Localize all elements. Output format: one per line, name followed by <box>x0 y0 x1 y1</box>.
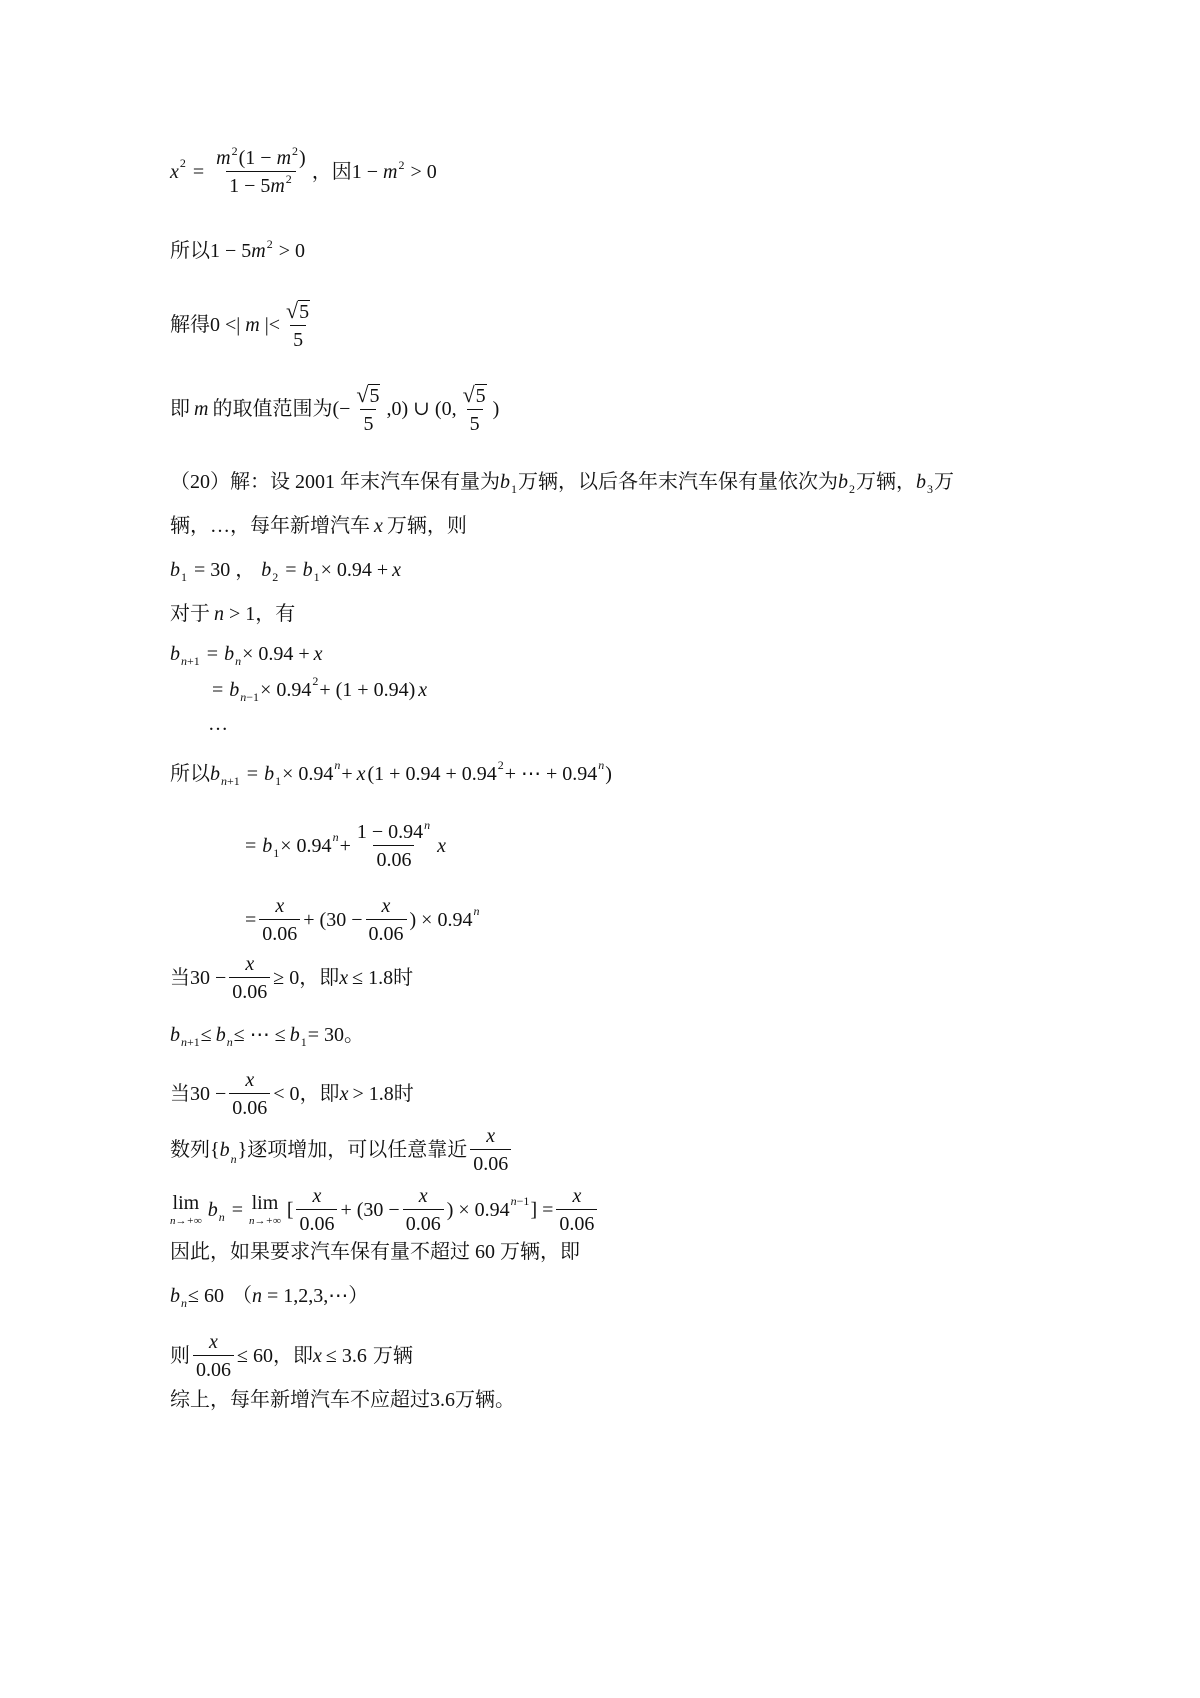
equation-bn-1: = b n−1 × 0.94 2 + (1 + 0.94) x <box>212 674 428 704</box>
fraction: $\frac{x}{0.06}$ <box>470 1126 511 1174</box>
case-2-line: 当 30 − $\frac{x}{0.06}$ < 0 ，即 x > 1.8 时 <box>170 1069 414 1119</box>
problem-20-line: （20）解： 设 2001 年末汽车保有量为 b 1 万辆，以后各年末汽车保有量依次为 b 2 万辆， b 3 万 <box>170 471 954 496</box>
fraction: √ 5 5 <box>356 382 380 435</box>
time-text: 时 <box>393 1083 414 1105</box>
conclusion-line: 综上，每年新增汽车不应超过 3.6 万辆。 <box>170 1389 515 1411</box>
sequence-text: 逐项增加，可以任意靠近 <box>247 1139 468 1161</box>
equation-closed-form: = $\frac{x}{0.06}$ + (30 − $\frac{x}{0.06}$ ) × 0.94 n <box>245 895 480 945</box>
inequality-chain: b n+1 ≤ b n ≤ ⋯ ≤ b 1 = 30 。 <box>170 1024 364 1049</box>
problem-text: 万辆，则 <box>386 515 467 537</box>
for-text: 对于 <box>170 603 210 625</box>
ellipsis-line <box>208 714 228 734</box>
when-text: 当 <box>170 967 190 989</box>
fraction: $\frac{1 - 0.94^n}{0.06}$ <box>356 818 431 871</box>
fraction: $\frac{x}{0.06}$ <box>229 1070 270 1118</box>
sequence-text: 数列 <box>170 1139 210 1161</box>
fraction: $\frac{x}{0.06}$ <box>296 1186 337 1234</box>
range-line: 即 m 的取值范围为 (− √ 5 5 ,0) ∪ (0, √ 5 5 ) <box>170 382 500 435</box>
unit-text: 万辆 <box>372 1345 413 1367</box>
limit-operator: lim n→+∞ <box>170 1192 202 1227</box>
fraction: $\frac{m^2(1 - m^2)}{1 - 5m^2}$ <box>216 144 306 197</box>
fraction: √ 5 5 <box>462 382 486 435</box>
equation-x-squared: x 2 = $\frac{m^2(1 - m^2)}{1 - 5m^2}$ ，因 $1 - m^2 > 0$ <box>170 144 437 197</box>
fraction: $\frac{x}{0.06}$ <box>556 1186 597 1234</box>
case-1-line: 当 30 − $\frac{x}{0.06}$ ≥ 0 ，即 x ≤ 1.8 时 <box>170 953 414 1003</box>
equation-sum: = b 1 × 0.94 n + $\frac{1 - 0.94^n}{0.06}$ x <box>245 818 447 871</box>
bn-le-60-line: b n ≤ 60 （ n = 1,2,3,⋯ ） <box>170 1285 369 1310</box>
problem-text: 万 <box>934 471 954 493</box>
because-text: ，因 <box>311 161 352 183</box>
problem-text: 设 2001 年末汽车保有量为 <box>270 471 500 493</box>
so-text: 所以 <box>170 240 210 262</box>
period: 。 <box>344 1024 364 1046</box>
therefore-text: 因此，如果要求汽车保有量不超过 60 万辆，即 <box>170 1241 580 1263</box>
limit-line: lim n→+∞ b n = lim n→+∞ [ $\frac{x}{0.06}$ + (30 − $\frac{x}{0.06}$ ) × 0.94 n−1 ] = $\frac{x}{0.06}$ <box>170 1186 600 1234</box>
sequence-line: 数列 $\{b_n\}$ 逐项增加，可以任意靠近 $\frac{x}{0.06}$ <box>170 1126 514 1174</box>
problem-text: 辆，…，每年新增汽车 <box>170 515 370 537</box>
problem-label: （20）解： <box>170 471 270 493</box>
fraction: $\frac{x}{0.06}$ <box>229 954 270 1002</box>
ie-text: ，即 <box>299 967 340 989</box>
paren-open: （ <box>231 1285 252 1307</box>
limit-operator: lim n→+∞ <box>249 1192 281 1227</box>
conclusion-text: 综上，每年新增汽车不应超过 <box>170 1389 430 1411</box>
range-text-mid: 的取值范围为 <box>212 398 333 420</box>
for-n-line: 对于 n > 1 ，有 <box>170 603 296 625</box>
range-text-prefix: 即 <box>170 398 190 420</box>
when-text: 当 <box>170 1083 190 1105</box>
paren-close: ） <box>348 1285 369 1307</box>
ellipsis: … <box>208 713 228 735</box>
have-text: ，有 <box>255 603 296 625</box>
equation-b1-b2: b 1 = 30 ， b 2 = b 1 × 0.94 + x <box>170 559 402 584</box>
time-text: 时 <box>393 967 414 989</box>
then-text: 则 <box>170 1345 190 1367</box>
solve-text: 解得 <box>170 314 210 336</box>
conclusion-suffix: 万辆。 <box>455 1389 515 1411</box>
equation-bn1: b n+1 = b n × 0.94 + x <box>170 643 323 668</box>
so-bn1-line: 所以 b n+1 = b 1 × 0.94 n + x (1 + 0.94 + 0.94 2 + ⋯ + 0.94 n ) <box>170 758 612 788</box>
ie-text: ，即 <box>272 1345 313 1367</box>
fraction: √ 5 5 <box>286 298 310 351</box>
fraction: $\frac{x}{0.06}$ <box>259 896 300 944</box>
fraction: $\frac{x}{0.06}$ <box>366 896 407 944</box>
fraction: $\frac{x}{0.06}$ <box>193 1332 234 1380</box>
then-line: 则 $\frac{x}{0.06}$ ≤ 60 ，即 x ≤ 3.6 万辆 <box>170 1331 413 1381</box>
problem-20-line-2: 辆，…，每年新增汽车 x 万辆，则 <box>170 515 467 537</box>
problem-text: 万辆，以后各年末汽车保有量依次为 <box>518 471 838 493</box>
therefore-line <box>170 1242 580 1262</box>
fraction: $\frac{x}{0.06}$ <box>403 1186 444 1234</box>
so-line: 所以 $1 - 5m^2 > 0$ <box>170 237 306 262</box>
so-text: 所以 <box>170 763 210 785</box>
solve-line: 解得 0 <| m |< √ 5 5 <box>170 300 316 350</box>
problem-text: 万辆， <box>856 471 916 493</box>
ie-text: ，即 <box>299 1083 340 1105</box>
